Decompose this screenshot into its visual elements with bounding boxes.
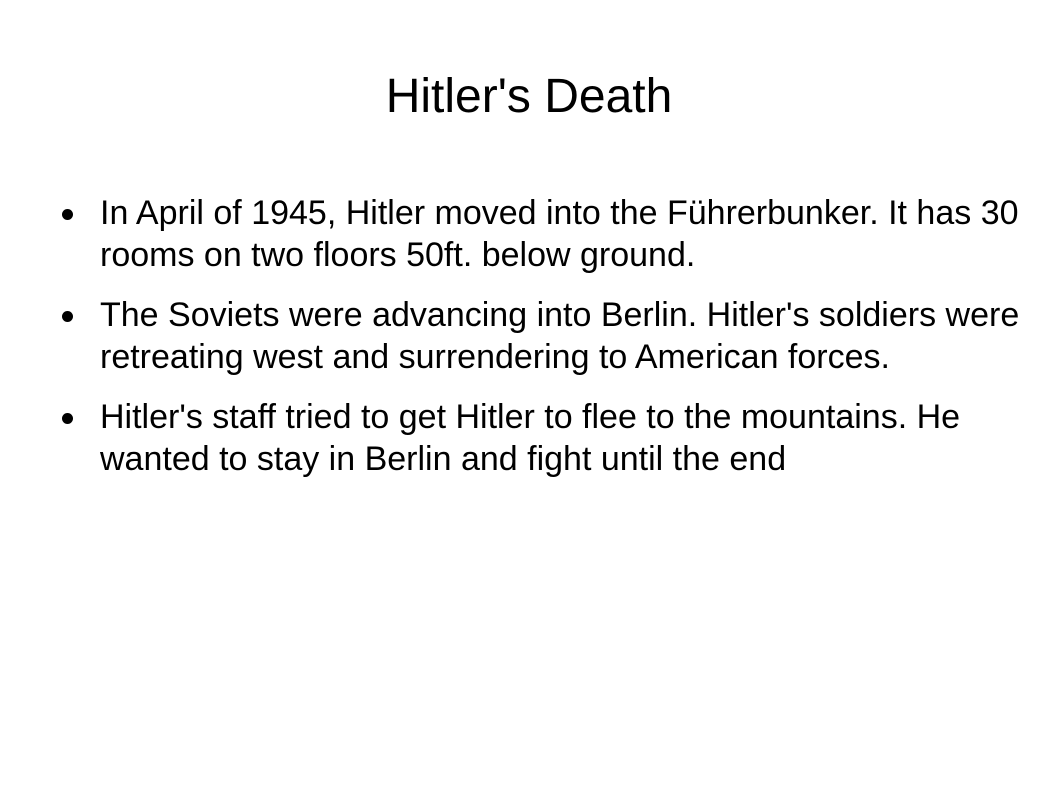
bullet-dot-icon bbox=[62, 311, 73, 322]
bullet-dot-icon bbox=[62, 413, 73, 424]
bullet-dot-icon bbox=[62, 209, 73, 220]
bullet-item bbox=[62, 294, 1022, 378]
slide-title: Hitler's Death bbox=[385, 70, 673, 123]
bullet-item bbox=[62, 192, 1022, 276]
bullet-list bbox=[62, 192, 1022, 498]
bullet-item bbox=[62, 396, 1022, 480]
bullet-text: The Soviets were advancing into Berlin. Hitler's soldiers were retreating west and surrendering to American forces. bbox=[100, 296, 1020, 376]
bullet-text: In April of 1945, Hitler moved into the Führerbunker. It has 30 rooms on two floors 50ft. below ground. bbox=[100, 194, 1019, 274]
bullet-text: Hitler's staff tried to get Hitler to flee to the mountains. He wanted to stay in Berlin and fight until the end bbox=[100, 398, 961, 478]
